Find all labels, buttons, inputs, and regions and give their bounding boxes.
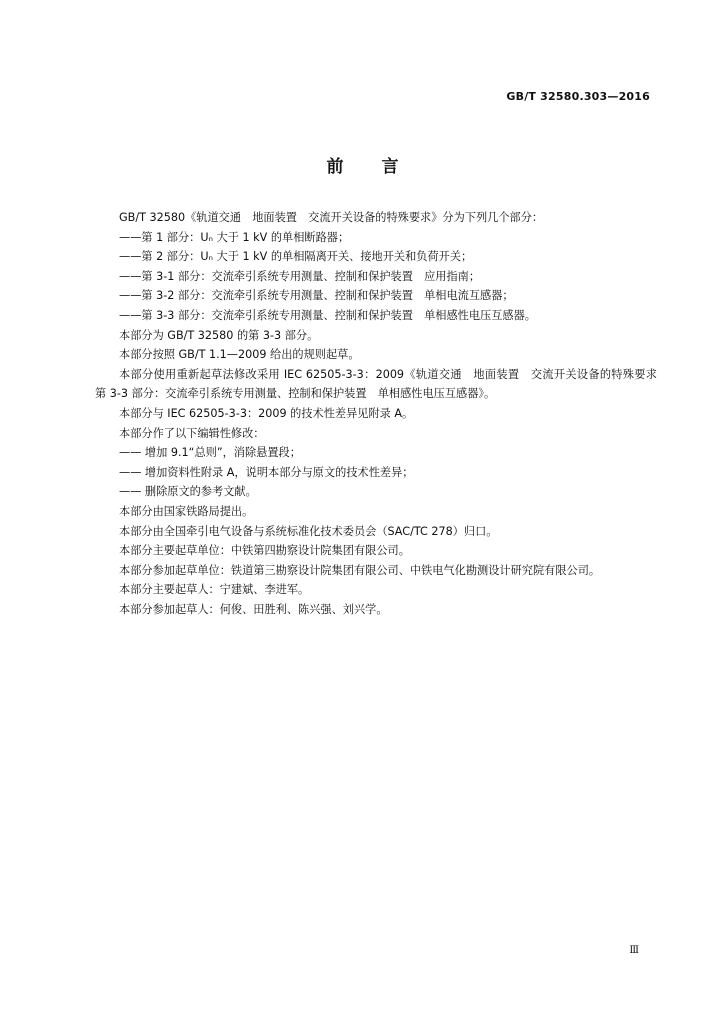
paragraph-intro: GB/T 32580《轨道交通 地面装置 交流开关设备的特殊要求》分为下列几个部分： [119, 211, 544, 224]
list-item-part-3-1: ——第 3-1 部分：交流牵引系统专用测量、控制和保护装置 应用指南； [119, 269, 481, 283]
paragraph-drafting-rules: 本部分按照 GB/T 1.1—2009 给出的规则起草。 [119, 348, 360, 362]
list-item-part-2: ——第 2 部分：Uₙ 大于 1 kV 的单相隔离开关、接地开关和负荷开关； [119, 250, 473, 264]
paragraph-part-statement: 本部分为 GB/T 32580 的第 3-3 部分。 [119, 328, 319, 342]
list-item-edit-1: —— 增加 9.1“总则”，消除悬置段； [119, 446, 301, 460]
paragraph-adoption: 本部分使用重新起草法修改采用 IEC 62505-3-3：2009《轨道交通 地面装置 交流开关设备的特殊要求 第 3-3 部分：交流牵引系统专用测量、控制和保护装置 单相感性电压互感器》。 [95, 367, 669, 401]
paragraph-participating-drafters: 本部分参加起草人：何俊、田胜利、陈兴强、刘兴学。 [119, 602, 388, 616]
list-item-edit-3: —— 删除原文的参考文献。 [119, 485, 257, 499]
list-item-part-1: ——第 1 部分：Uₙ 大于 1 kV 的单相断路器； [119, 230, 350, 244]
page-title: 前言 [326, 157, 437, 177]
paragraph-editorial-changes: 本部分作了以下编辑性修改： [119, 426, 265, 440]
paragraph-proposed-by: 本部分由国家铁路局提出。 [119, 504, 254, 518]
list-item-part-3-2: ——第 3-2 部分：交流牵引系统专用测量、控制和保护装置 单相电流互感器； [119, 289, 514, 303]
standard-number: GB/T 32580.303—2016 [506, 90, 650, 103]
paragraph-participating-units: 本部分参加起草单位：铁道第三勘察设计院集团有限公司、中铁电气化勘测设计研究院有限公司。 [119, 563, 601, 577]
paragraph-under-jurisdiction: 本部分由全国牵引电气设备与系统标准化技术委员会（SAC/TC 278）归口。 [119, 524, 498, 538]
paragraph-main-drafters: 本部分主要起草人：宁建斌、李进军。 [119, 583, 310, 597]
list-item-part-3-3: ——第 3-3 部分：交流牵引系统专用测量、控制和保护装置 单相感性电压互感器。 [119, 308, 536, 322]
page-number: Ⅲ [629, 945, 639, 956]
paragraph-technical-differences: 本部分与 IEC 62505-3-3：2009 的技术性差异见附录 A。 [119, 406, 414, 420]
foreword-body [95, 208, 669, 619]
paragraph-main-drafting-unit: 本部分主要起草单位：中铁第四勘察设计院集团有限公司。 [119, 544, 410, 558]
list-item-edit-2: —— 增加资料性附录 A，说明本部分与原文的技术性差异； [119, 465, 414, 479]
